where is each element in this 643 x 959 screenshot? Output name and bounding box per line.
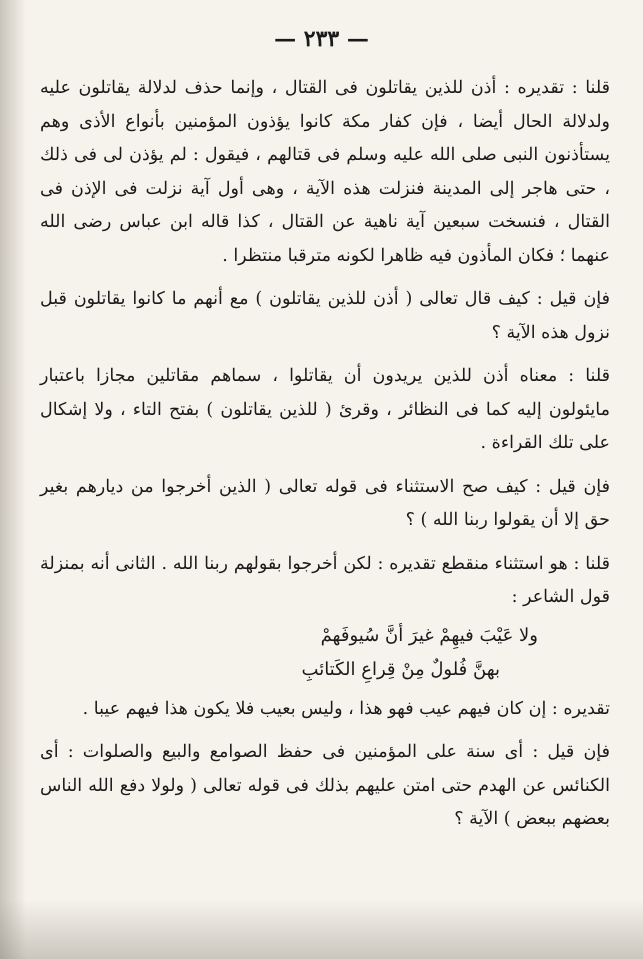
page-number: — ٢٣٣ — [274,26,369,52]
paragraph-answer-3: قلنا : هو استثناء منقطع تقديره : لكن أخرجوا بقولهم ربنا الله . الثانى أنه بمنزلة قول الشاعر : [40,553,610,607]
paragraph-question-2: فإن قيل : كيف قال تعالى ( أذن للذين يقاتلون ) مع أنهم ما كانوا يقاتلون قبل نزول هذه الآية ؟ [40,289,610,343]
poetry-verse [40,619,610,687]
paragraph-question-3: فإن قيل : كيف صح الاستثناء فى قوله تعالى ( الذين أخرجوا من ديارهم بغير حق إلا أن يقولوا ربنا الله ) ؟ [40,476,610,530]
scan-shadow-bottom [0,899,643,959]
verse-hemistich-2: بهنَّ فُلولٌ مِنْ قِراعِ الكَتائبِ [301,658,500,680]
paragraph-answer-1: قلنا : تقديره : أذن للذين يقاتلون فى القتال ، وإنما حذف لدلالة يقاتلون عليه ولدلالة الحال أيضا ، فإن كفار مكة كانوا يؤذون المؤمنين بأنواع الأذى وهم يستأذنون النبى صلى الله عليه وسلم فى قتالهم ، فيقول : لم يؤذن لى فى ذلك ، حتى هاجر إلى المدينة فنزلت هذه الآية ، وهى أول آية نزلت فى الإذن فى القتال ، فنسخت سبعين آية ناهية عن القتال ، كذا قاله ابن عباس رضى الله عنهما ؛ فكان المأذون فيه ظاهرا لكونه مترقبا منتظرا . [40,78,610,266]
paragraph-explanation: تقديره : إن كان فيهم عيب فهو هذا ، وليس بعيب فلا يكون هذا فيهم عيبا . [82,698,610,719]
page-body [40,72,610,847]
verse-hemistich-1: ولا عَيْبَ فيهِمْ غيرَ أنَّ سُيوفَهمْ [320,624,538,646]
paragraph-answer-2: قلنا : معناه أذن للذين يريدون أن يقاتلوا ، سماهم مقاتلين مجازا باعتبار مايئولون إليه كما فى النظائر ، وقرئ ( للذين يقاتلون ) بفتح التاء ، ولا إشكال على تلك القراءة . [40,366,610,453]
paragraph-question-4: فإن قيل : أى سنة على المؤمنين فى حفظ الصوامع والبيع والصلوات : أى الكنائس عن الهدم حتى امتن عليهم بذلك فى قوله تعالى ( ولولا دفع الله الناس بعضهم ببعض ) الآية ؟ [40,742,610,829]
scan-shadow-left [0,0,26,959]
